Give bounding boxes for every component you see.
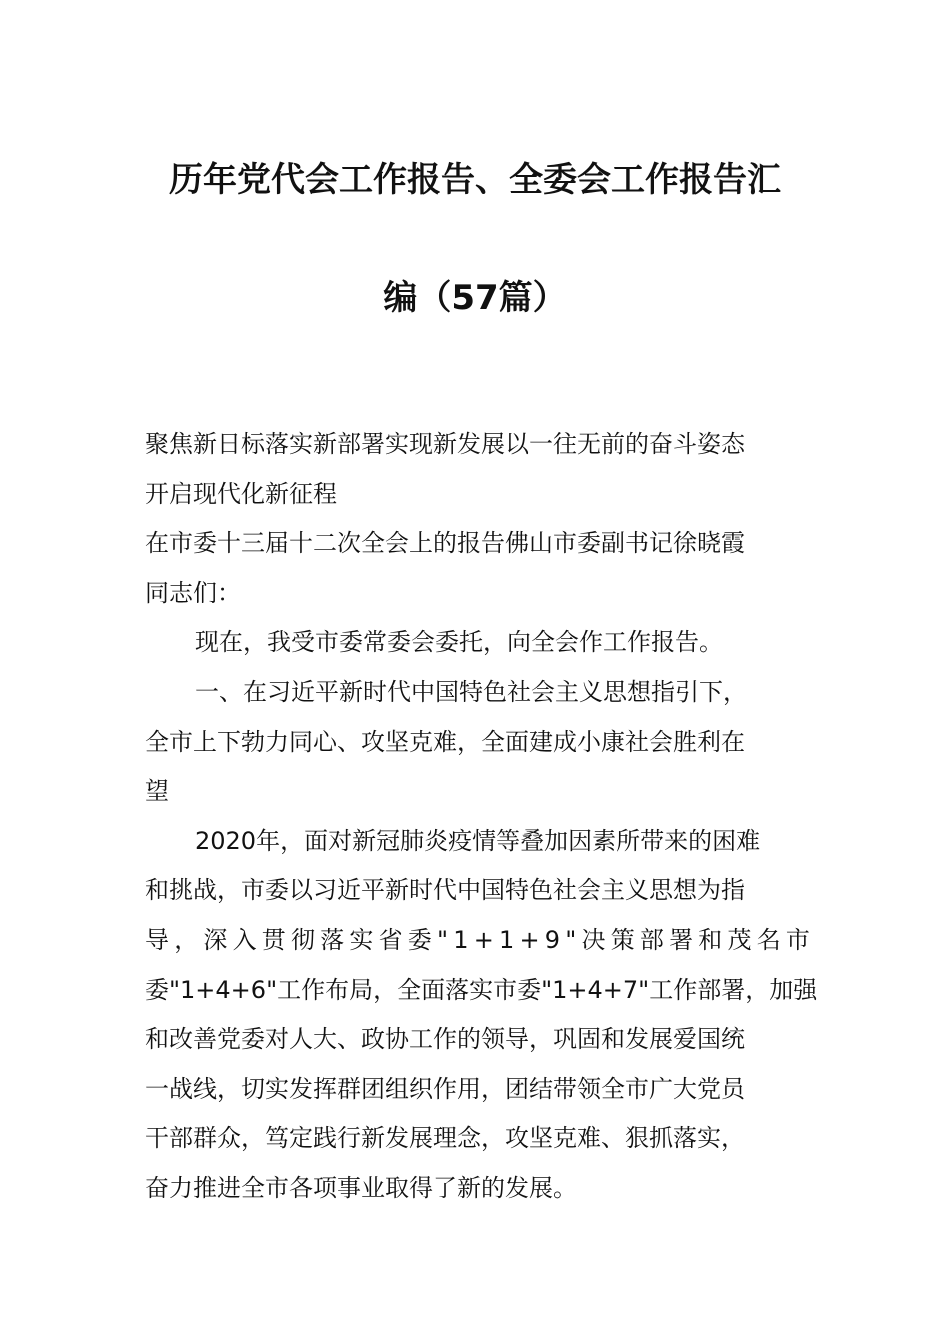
body-line: 干部群众，笃定践行新发展理念，攻坚克难、狠抓落实，	[145, 1124, 745, 1153]
body-line: 和挑战，市委以习近平新时代中国特色社会主义思想为指	[145, 876, 745, 905]
body-line: 奋力推进全市各项事业取得了新的发展。	[145, 1173, 577, 1202]
body-line: 全市上下勃力同心、攻坚克难，全面建成小康社会胜利在	[145, 727, 745, 756]
body-line: 聚焦新日标落实新部署实现新发展以一往无前的奋斗姿态	[145, 430, 745, 458]
body-line: 开启现代化新征程	[145, 479, 337, 508]
body-line: 一、在习近平新时代中国特色社会主义思想指引下，	[195, 677, 747, 706]
body-line: 望	[145, 777, 169, 806]
body-line: 同志们：	[145, 578, 241, 607]
document-title-line-1: 历年党代会工作报告、全委会工作报告汇	[169, 160, 781, 200]
body-line: 一战线，切实发挥群团组织作用，团结带领全市广大党员	[145, 1074, 745, 1103]
body-line: 在市委十三届十二次全会上的报告佛山市委副书记徐晓霞	[145, 529, 745, 558]
body-line: 现在，我受市委常委会委托，向全会作工作报告。	[195, 628, 723, 657]
body-line: 和改善党委对人大、政协工作的领导，巩固和发展爱国统	[145, 1025, 745, 1054]
body-line: 2020年，面对新冠肺炎疫情等叠加因素所带来的困难	[195, 826, 761, 855]
document-body	[145, 420, 818, 1214]
body-line: 导，深入贯彻落实省委"1+1+9"决策部署和茂名市	[145, 925, 816, 954]
body-line: 委"1+4+6"工作布局，全面落实市委"1+4+7"工作部署，加强	[145, 975, 818, 1004]
document-title-line-2: 编（57篇）	[383, 278, 567, 318]
